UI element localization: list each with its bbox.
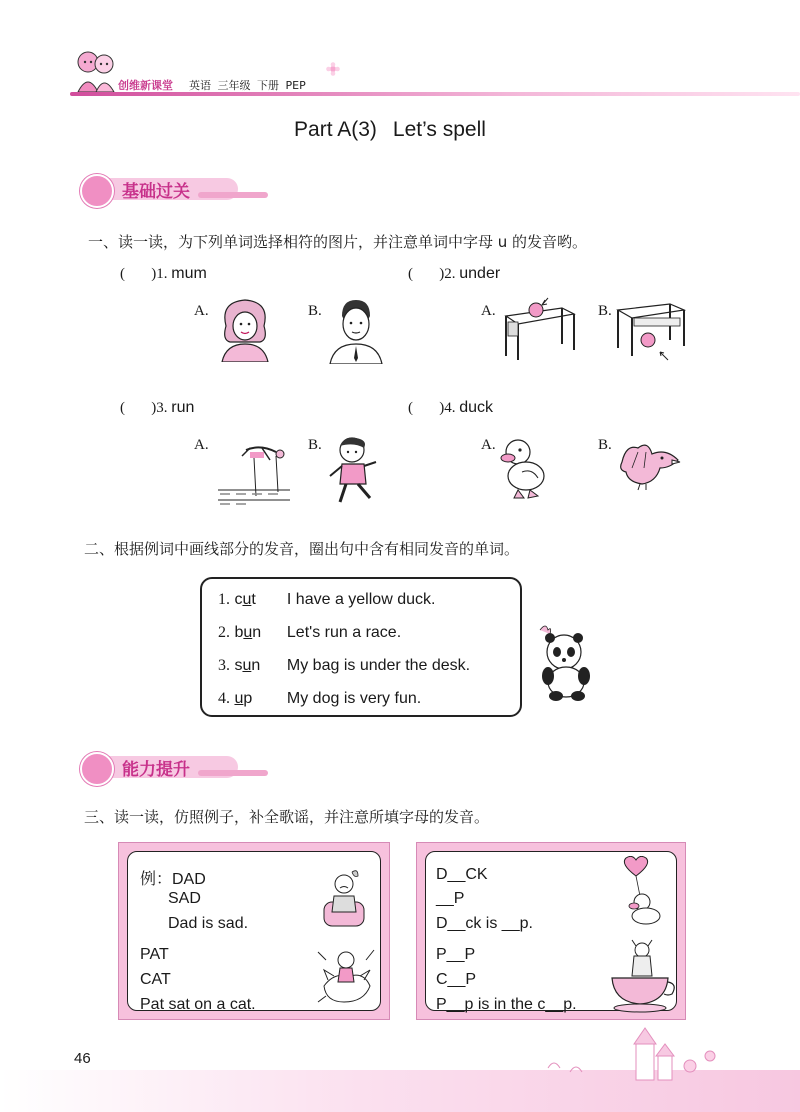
exercise-line[interactable]: D__ck is __p. — [436, 915, 533, 932]
option-b-label: B. — [598, 303, 612, 319]
example-prefix: b — [234, 624, 244, 641]
example-suffix: n — [252, 624, 262, 641]
q2-row — [218, 624, 401, 642]
q2-sentence[interactable]: My dog is very fun. — [286, 690, 422, 707]
page-title — [0, 118, 780, 142]
q1-item-3 — [120, 399, 194, 417]
item-number: 2. — [444, 266, 456, 282]
answer-bracket[interactable]: ( ) — [408, 266, 445, 282]
q2-instruction: 二、根据例词中画线部分的发音，圈出句中含有相同发音的单词。 — [84, 540, 520, 558]
exercise-line[interactable]: __P — [436, 890, 465, 907]
exercise-line[interactable]: D__CK — [436, 866, 488, 883]
example-line: Dad is sad. — [168, 915, 249, 932]
badge-ribbon — [198, 192, 268, 198]
q1-item-1 — [120, 265, 207, 283]
section-title-basic: 基础过关 — [122, 182, 190, 202]
duckling-picture-icon[interactable] — [496, 436, 552, 500]
bird-picture-icon[interactable] — [616, 438, 682, 492]
item-number: 1. — [156, 266, 168, 282]
castle-decoration-icon — [540, 1022, 730, 1082]
row-number: 2. — [218, 624, 230, 641]
example-line: 例：DAD — [140, 871, 206, 888]
q2-row — [218, 690, 421, 708]
example-word — [234, 591, 282, 609]
section-badge-advanced — [80, 752, 240, 780]
woman-picture-icon[interactable] — [216, 296, 274, 362]
example-word — [234, 657, 282, 675]
ball-under-desk-icon[interactable] — [614, 296, 690, 366]
q2-sentence[interactable]: My bag is under the desk. — [286, 657, 471, 674]
example-word — [234, 690, 282, 708]
boy-running-icon[interactable] — [326, 436, 384, 508]
q3-instruction: 三、读一读，仿照例子，补全歌谣，并注意所填字母的发音。 — [84, 808, 490, 826]
header-brand: 创维新课堂 — [118, 79, 173, 92]
example-suffix: t — [251, 591, 256, 608]
girl-face-icon — [80, 752, 114, 786]
q3-example-box — [118, 842, 390, 1020]
option-a-label: A. — [481, 437, 496, 453]
exercise-line[interactable]: P__P — [436, 946, 476, 963]
item-word: run — [171, 399, 195, 416]
q2-row — [218, 657, 470, 675]
q1-instruction: 一、读一读，为下列单词选择相符的图片，并注意单词中字母 u 的发音哟。 — [88, 233, 588, 251]
example-underlined: u — [242, 591, 252, 608]
page-number: 46 — [74, 1050, 91, 1067]
girl-face-icon — [80, 174, 114, 208]
row-number: 3. — [218, 657, 230, 674]
answer-bracket[interactable]: ( ) — [120, 266, 157, 282]
q3-exercise-inner — [425, 851, 677, 1011]
header-subtitle: 英语 三年级 下册 PEP — [189, 79, 306, 92]
example-line: Pat sat on a cat. — [140, 996, 256, 1013]
panda-icon — [534, 622, 598, 702]
option-b-label: B. — [308, 437, 322, 453]
header-divider — [70, 92, 800, 96]
q3-exercise-box — [416, 842, 686, 1020]
pup-in-cup-icon — [606, 936, 676, 1014]
option-a-label: A. — [481, 303, 496, 319]
option-b-label: B. — [598, 437, 612, 453]
q1-item-4 — [408, 399, 493, 417]
example-line: CAT — [140, 971, 171, 988]
option-b-label: B. — [308, 303, 322, 319]
item-word: duck — [459, 399, 494, 416]
header-mascot-logo — [72, 48, 120, 94]
exercise-line[interactable]: P__p is in the c__p. — [436, 996, 577, 1013]
q2-box — [200, 577, 522, 717]
sad-dad-icon — [314, 868, 374, 932]
example-underlined: u — [242, 657, 252, 674]
answer-bracket[interactable]: ( ) — [408, 400, 445, 416]
example-underlined: u — [234, 690, 244, 707]
example-prefix: c — [234, 591, 243, 608]
title-topic: Let’s spell — [392, 118, 486, 141]
item-number: 3. — [156, 400, 168, 416]
answer-bracket[interactable]: ( ) — [120, 400, 157, 416]
exercise-line[interactable]: C__P — [436, 971, 477, 988]
q1-item-2 — [408, 265, 500, 283]
item-word: mum — [171, 265, 207, 282]
item-number: 4. — [444, 400, 456, 416]
option-a-label: A. — [194, 303, 209, 319]
q3-example-inner — [127, 851, 381, 1011]
row-number: 1. — [218, 591, 230, 608]
q2-row — [218, 591, 435, 609]
pat-cat-icon — [314, 946, 378, 1010]
long-jump-picture-icon[interactable] — [216, 434, 292, 508]
item-word: under — [459, 265, 501, 282]
example-line: SAD — [168, 890, 201, 907]
option-a-label: A. — [194, 437, 209, 453]
example-prefix: s — [234, 657, 243, 674]
row-number: 4. — [218, 690, 230, 707]
header-flower-icon — [326, 62, 340, 76]
q2-sentence[interactable]: I have a yellow duck. — [286, 591, 436, 608]
badge-ribbon — [198, 770, 268, 776]
section-title-advanced: 能力提升 — [122, 760, 190, 780]
example-suffix: n — [251, 657, 261, 674]
man-picture-icon[interactable] — [326, 296, 386, 364]
example-word — [234, 624, 282, 642]
duck-balloon-icon — [616, 856, 668, 926]
q2-sentence[interactable]: Let's run a race. — [286, 624, 402, 641]
example-line: PAT — [140, 946, 169, 963]
title-part: Part A(3) — [294, 118, 377, 141]
section-badge-basic — [80, 174, 240, 202]
example-underlined: u — [243, 624, 253, 641]
example-suffix: p — [243, 690, 253, 707]
ball-on-desk-icon[interactable] — [502, 292, 578, 360]
